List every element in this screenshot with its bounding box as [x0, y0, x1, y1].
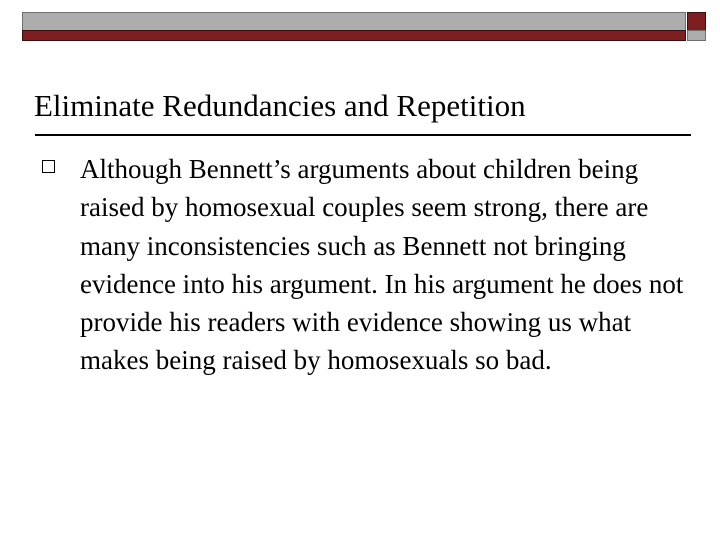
- hollow-square-bullet-icon: [42, 160, 55, 173]
- header-bar-grey: [22, 12, 686, 31]
- corner-square-red: [687, 12, 706, 31]
- bullet-text: Although Bennett’s arguments about children being raised by homosexual couples seem strong, there are many inconsistencies such as Bennett not bringing evidence into his argument. In his argument he does not provide his readers with evidence showing us what makes being raised by homosexuals so bad.: [80, 154, 684, 376]
- slide-title: Eliminate Redundancies and Repetition: [34, 88, 526, 123]
- header-bar-red: [22, 30, 686, 41]
- title-underline: [35, 134, 691, 136]
- corner-square-grey: [687, 30, 706, 41]
